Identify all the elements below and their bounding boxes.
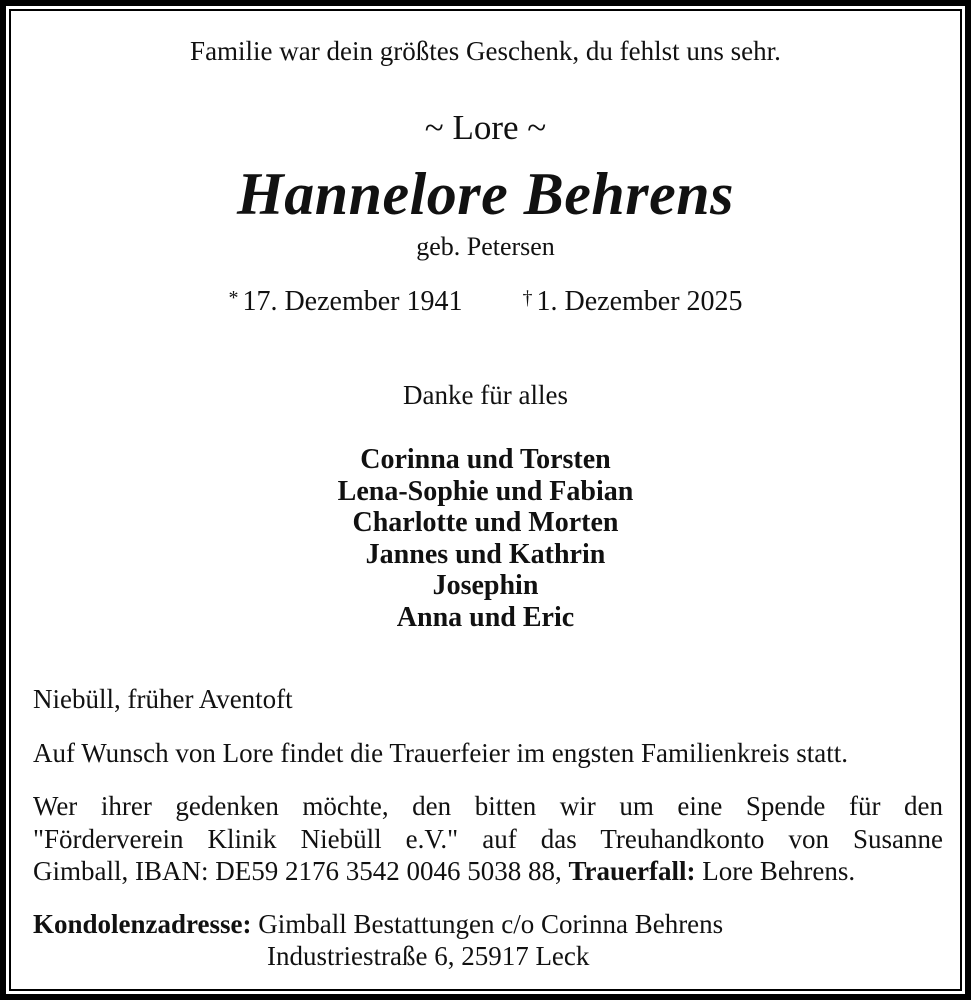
condolence-address [33,908,943,972]
donation-note [33,790,943,888]
nickname: ~ Lore ~ [424,108,547,147]
iban-text: Gimball, IBAN: DE59 2176 3542 0046 5038 88, [33,856,569,886]
death-cross-icon: † [522,287,533,309]
mourner: Jannes und Kathrin [365,538,606,570]
keyword-value: Lore Behrens. [695,856,856,886]
keyword-label: Trauerfall: [568,856,696,886]
life-dates [0,286,971,318]
mourner: Corinna und Torsten [360,444,611,475]
death-date-group [523,286,743,317]
donation-line-2: "Förderverein Klinik Niebüll e.V." auf das Treuhandkonto von Susanne [33,823,943,854]
condolence-label: Kondolenzadresse: [33,909,252,939]
condolence-line-1: Gimball Bestattungen c/o Corinna Behrens [251,909,724,939]
birth-name: geb. Petersen [416,232,555,261]
birth-star-icon: * [228,287,239,309]
mourner: Charlotte und Morten [352,507,619,538]
place-line: Niebüll, früher Aventoft [33,684,293,714]
birth-date-group [228,286,462,317]
ceremony-note: Auf Wunsch von Lore findet die Trauerfeier im engsten Familienkreis statt. [33,738,848,768]
mourner: Lena-Sophie und Fabian [337,475,634,507]
thanks-line: Danke für alles [403,380,568,410]
mourner: Anna und Eric [396,601,575,633]
deceased-name: Hannelore Behrens [237,161,734,227]
condolence-row-1 [33,908,943,940]
donation-line-3 [33,856,855,886]
donation-line-1: Wer ihrer gedenken möchte, den bitten wir um eine Spende für den [33,791,943,821]
condolence-line-2: Industriestraße 6, 25917 Leck [267,941,590,971]
death-date: 1. Dezember 2025 [536,286,743,317]
motto: Familie war dein größtes Geschenk, du fehlst uns sehr. [190,36,781,66]
birth-date: 17. Dezember 1941 [242,286,463,317]
mourners-list [0,444,971,633]
mourner: Josephin [432,570,539,601]
